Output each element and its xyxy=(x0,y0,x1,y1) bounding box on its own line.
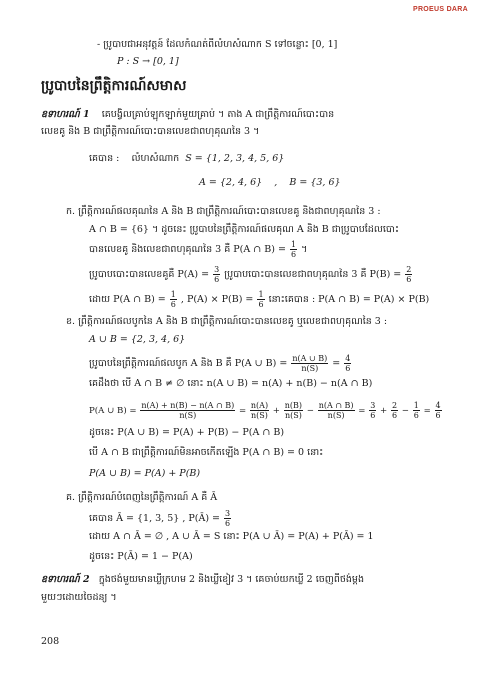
sets-line: A = {2, 4, 6} , B = {3, 6} xyxy=(199,177,341,188)
sample-space-label: លំហសំណាក xyxy=(131,153,180,164)
fraction xyxy=(435,401,442,420)
denominator: 6 xyxy=(345,364,351,373)
text-segment: − xyxy=(401,406,409,416)
fraction xyxy=(290,240,297,259)
fraction xyxy=(257,290,264,309)
denominator: 6 xyxy=(225,519,231,528)
given-line xyxy=(89,152,284,165)
sample-space: S = {1, 2, 3, 4, 5, 6} xyxy=(185,153,285,164)
given-label: គេបាន : xyxy=(89,153,120,164)
numerator: 3 xyxy=(225,509,231,518)
denominator: n(S) xyxy=(284,411,302,420)
text-segment: = xyxy=(238,406,247,416)
denominator: n(S) xyxy=(327,411,345,420)
text-line-with-fraction xyxy=(89,240,307,259)
text-line: មួយៗដោយចៃដន្យ ។ xyxy=(41,592,117,603)
example-1-label: ឧទាហរណ៍ 1 xyxy=(41,109,90,120)
section-title: ប្រូបាបនៃព្រឹត្តិការណ៍សមាស xyxy=(41,78,187,94)
example-1-line xyxy=(41,108,334,121)
text-line-with-fraction xyxy=(89,509,232,528)
text-line-with-fraction xyxy=(89,290,429,309)
denominator: 6 xyxy=(214,275,220,284)
item-ko-label: គ. ព្រឹត្តិការណ៍បំពេញនៃព្រឹត្តិការណ៍ A គឺ Ā xyxy=(66,492,218,503)
numerator: n(A ∪ B) xyxy=(292,354,328,363)
denominator: 6 xyxy=(258,300,264,309)
text-line: ដូចនេះ P(Ā) = 1 − P(A) xyxy=(89,551,193,562)
denominator: 6 xyxy=(413,411,419,420)
brand-header: PROEUS DARA xyxy=(412,6,468,13)
item-ka-label: ក. ព្រឹត្តិការណ៍ផលគុណនៃ A និង B ជាព្រឹត្តិការណ៍បោះបានលេខគូ និងជាពហុគុណនៃ 3 : xyxy=(66,206,381,217)
fraction xyxy=(405,265,412,284)
item-kha-label: ខ. ព្រឹត្តិការណ៍ផលបូកនៃ A និង B ជាព្រឹត្តិការណ៍បោះបានលេខគូ ឬលេខជាពហុគុណនៃ 3 : xyxy=(66,316,388,327)
text-segment: នោះគេបាន : P(A ∩ B) = P(A) × P(B) xyxy=(268,294,430,305)
formula-line: P : S → [0, 1] xyxy=(117,56,179,67)
example-2-text: ក្នុងថង់មួយមានឃ្លីក្រហម 2 និងឃ្លីខៀវ 3 ។ គេចាប់យកឃ្លី 2 ចេញពីថង់ម្តង xyxy=(98,574,364,585)
text-line: - ប្រូបាបជាអនុវត្តន៍ ដែលកំណត់ពីលំហសំណាក S ទៅចន្លោះ [0, 1] xyxy=(97,39,338,50)
denominator: 6 xyxy=(170,300,176,309)
fraction xyxy=(250,401,269,420)
text-line: ដូចនេះ P(A ∪ B) = P(A) + P(B) − P(A ∩ B) xyxy=(89,427,285,438)
denominator: n(S) xyxy=(301,364,319,373)
page-number: 208 xyxy=(41,636,60,647)
text-line: A ∩ B = {6} ។ ដូចនេះ ប្រូបាបនៃព្រឹត្តិការណ៍ផលគុណ A និង B ជាប្រូបាបដែលបោះ xyxy=(89,224,400,235)
text-line: បើ A ∩ B ជាព្រឹត្តិការណ៍មិនអាចកើតឡើង P(A ∩ B) = 0 នោះ xyxy=(89,447,324,458)
example-2-line xyxy=(41,573,364,586)
text-segment: P(A ∪ B) = xyxy=(89,406,137,416)
fraction xyxy=(284,401,303,420)
numerator: n(A ∩ B) xyxy=(318,401,354,410)
numerator: 2 xyxy=(391,401,398,410)
fraction xyxy=(140,401,235,420)
fraction xyxy=(170,290,177,309)
denominator: 6 xyxy=(391,411,398,420)
text-segment: គេបាន Ā = {1, 3, 5} , P(Ā) = xyxy=(89,513,221,524)
fraction xyxy=(224,509,231,528)
text-segment: = xyxy=(358,406,366,416)
text-line: លេខគូ និង B ជាព្រឹត្តិការណ៍បោះបានលេខជាពហុគុណនៃ 3 ។ xyxy=(41,126,260,137)
fraction xyxy=(344,354,351,373)
denominator: n(S) xyxy=(179,411,197,420)
denominator: 6 xyxy=(370,411,376,420)
text-segment: ប្រូបាបនៃព្រឹត្តិការណ៍ផលបូក A និង B គឺ P(A ∪ B) = xyxy=(89,358,288,369)
numerator: 3 xyxy=(214,265,220,274)
set-b: B = {3, 6} xyxy=(289,177,341,188)
denominator: 6 xyxy=(406,275,412,284)
denominator: 6 xyxy=(290,250,297,259)
numerator: 1 xyxy=(290,240,297,249)
formula-line: A ∪ B = {2, 3, 4, 6} xyxy=(89,334,186,345)
fraction xyxy=(318,401,355,420)
numerator: 4 xyxy=(435,401,441,410)
text-segment: ប្រូបាបបោះបានលេខគូគឺ P(A) = xyxy=(89,269,210,280)
numerator: 3 xyxy=(370,401,376,410)
fraction xyxy=(413,401,420,420)
text-segment: − xyxy=(306,406,314,416)
numerator: 1 xyxy=(170,290,176,299)
example-1-text: គេបង្វិលគ្រាប់ឡុកឡាក់មួយគ្រាប់ ។ តាង A ជាព្រឹត្តិការណ៍បោះបាន xyxy=(101,109,335,120)
numerator: n(A) + n(B) − n(A ∩ B) xyxy=(141,401,235,410)
formula-line-with-fractions xyxy=(89,401,443,420)
numerator: 1 xyxy=(258,290,264,299)
text-segment: = xyxy=(332,358,341,369)
text-segment: បានលេខគូ និងលេខជាពហុគុណនៃ 3 គឺ P(A ∩ B) = xyxy=(89,244,286,255)
text-line: គេដឹងថា បើ A ∩ B ≠ ∅ នោះ n(A ∪ B) = n(A) + n(B) − n(A ∩ B) xyxy=(89,378,373,389)
formula-line: P(A ∪ B) = P(A) + P(B) xyxy=(89,468,201,479)
text-segment: + xyxy=(272,406,280,416)
text-segment: ប្រូបាបបោះបានលេខជាពហុគុណនៃ 3 គឺ P(B) = xyxy=(224,269,402,280)
fraction xyxy=(369,401,376,420)
text-segment: + xyxy=(380,406,388,416)
numerator: n(B) xyxy=(284,401,303,410)
set-a: A = {2, 4, 6} xyxy=(199,177,263,188)
example-2-label: ឧទាហរណ៍ 2 xyxy=(41,574,90,585)
numerator: 4 xyxy=(345,354,351,363)
text-segment: ដោយ P(A ∩ B) = xyxy=(89,294,166,305)
denominator: 6 xyxy=(435,411,441,420)
text-line-with-fraction xyxy=(89,354,352,373)
text-line-with-fraction xyxy=(89,265,413,284)
text-segment: , P(A) × P(B) = xyxy=(180,294,254,305)
fraction xyxy=(213,265,220,284)
fraction xyxy=(291,354,328,373)
numerator: 1 xyxy=(413,401,419,410)
numerator: 2 xyxy=(406,265,412,274)
denominator: n(S) xyxy=(251,411,268,420)
text-line: ដោយ A ∩ Ā = ∅ , A ∪ Ā = S នោះ P(A ∪ Ā) = P(A) + P(Ā) = 1 xyxy=(89,531,374,542)
text-segment: ។ xyxy=(301,244,308,255)
fraction xyxy=(391,401,398,420)
numerator: n(A) xyxy=(250,401,269,410)
text-segment: = xyxy=(423,406,431,416)
